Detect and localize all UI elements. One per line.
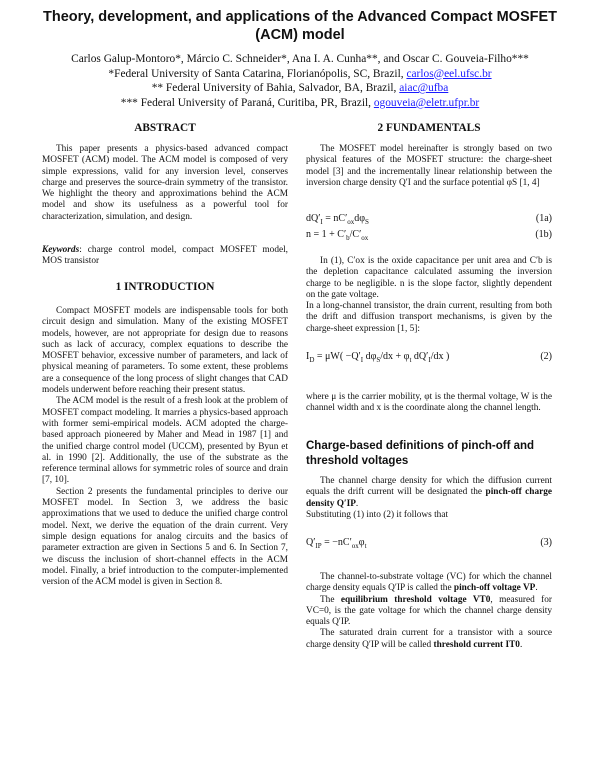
intro-body [42,306,288,588]
pinch-off-voltage-term: pinch-off voltage VP [453,583,536,594]
fundamentals-intro [306,144,552,189]
threshold-voltage-term: equilibrium threshold voltage VT0 [340,594,491,605]
authors-line: Carlos Galup-Montoro*, Márcio C. Schneider*, Ana I. A. Cunha**, and Oscar C. Gouveia-Filho*** [71,53,529,65]
equation-2 [306,350,552,367]
email-link-3[interactable]: ogouveia@eletr.ufpr.br [373,96,480,109]
equation-3 [306,536,552,553]
abstract-text: This paper presents a physics-based advanced compact MOSFET (ACM) model. The ACM model is composed of very simple expressions, valid for any inversion level, conserves charge and preserves the source-drain symmetry of the transistor. We highlight the theory and approximations behind the ACM model and show its usefulness as a powerful tool for characterization, simulation, and design. [42,144,288,222]
abstract-body [42,144,288,223]
affiliation-2 [20,81,580,96]
equation-1b-number: (1b) [535,229,552,240]
equation-1a-number: (1a) [535,213,552,224]
pinch-off-heading: Charge-based definitions of pinch-off and threshold voltages [306,440,535,467]
pinch-off-paragraph-3: The channel-to-substrate voltage (VC) for which the channel charge density equals Q′IP is called the [306,572,552,594]
keywords-text: : charge control model, compact MOSFET model, MOS transistor [42,245,288,267]
fundamentals-paragraph-2: In (1), C′ox is the oxide capacitance per unit area and C′b is the depletion capacitance calculated assuming the inversion charge to be negligible. n is the slope factor, slightly dependent on the gate voltage. [306,256,552,300]
affiliation-3-text: *** Federal University of Paraná, Curitiba, PR, Brazil, [120,96,374,109]
fundamentals-paragraph-1: The MOSFET model hereinafter is strongly based on two physical features of the MOSFET structure: the charge-sheet model [3] and the incrementally linear relationship between the inversion charge density Q′I and the surface potential φS [1, 4] [306,144,552,188]
affiliation-1 [20,67,580,82]
equation-1a [306,212,552,229]
intro-heading: 1 INTRODUCTION [115,281,215,293]
equation-2-body: $I_D = \mu W( -Q'_I$ $d\varphi_S/dx + \varphi_t$ $dQ'_I/dx$ ) [306,351,450,364]
equation-1a-body: $dQ'_I = nC'_{ox}d\varphi_S$ [306,213,369,226]
abstract-heading: ABSTRACT [134,122,196,134]
author-block [20,52,580,110]
threshold-current-term: threshold current IT0 [433,639,520,650]
affiliation-3 [20,96,580,111]
pinch-off-paragraph-4: , measured for VC=0, is the gate voltage for which the channel charge density equals Q′IP. [306,594,552,628]
keywords [42,245,288,268]
equation-2-number: (2) [540,351,552,362]
pinch-off-body-2: The channel-to-substrate voltage (VC) for which the channel charge density equals Q′IP is called the pinch-off voltage VP. The equilibrium threshold voltage VT0, measured for VC=0, is the gate voltage for which the channel charge density equals Q′IP. The saturated drain current for a transistor with a source charge density Q′IP will be called threshold current IT0. [306,572,552,650]
keywords-label: Keywords [42,245,80,255]
equation-3-body: $Q'_{IP} = -nC'_{ox}\varphi_t$ [306,537,367,550]
equation-1b-body: $n = 1 + C'_b/C'_{ox}$ [306,229,369,242]
pinch-off-paragraph-1: The channel charge density for which the diffusion current equals the drift current will be designated the [306,476,552,498]
email-link-1[interactable]: carlos@eel.ufsc.br [406,67,492,80]
pinch-off-paragraph-5: The saturated drain current for a transistor with a source charge density Q′IP will be called [306,628,552,650]
intro-paragraph-2: The ACM model is the result of a fresh look at the problem of MOSFET compact modeling. It marries a physics-based approach with former semi-empirical models. ACM adopted the charge-based approach pioneered by Maher and Mead in 1987 [1] and the unified charge control model (UCCM), presented by Byun et al. in 1990 [2]. Additionally, the use of the substrate as the reference terminal allows for symmetric roles of source and drain [7, 10]. [42,396,288,486]
fundamentals-after-eq2 [306,392,552,415]
pinch-off-charge-term: pinch-off charge density Q′IP [306,487,553,509]
fundamentals-paragraph-4: where μ is the carrier mobility, φt is the thermal voltage, W is the channel width and x is the coordinate along the channel length. [306,392,552,414]
intro-paragraph-3: Section 2 presents the fundamental principles to derive our MOSFET model. In Section 3, we address the basic approximations that we used to deduce the unified charge control model. Next, we derive the equation of the drain current. Very simple design equations for analog circuits and the basics of parameter extraction are given in Sections 5 and 6. In Section 7, we discuss the inclusion of short-channel effects in the ACM model. Finally, a brief introduction to the computer-implemented version of the ACM model is given in Section 8. [42,486,288,588]
page-title: Theory, development, and applications of the Advanced Compact MOSFET (ACM) model [42,9,557,43]
intro-paragraph-1: Compact MOSFET models are indispensable tools for both circuit design and simulation. Many of the existing MOSFET models, however, are not appropriate for design due to reasons such as lack of accuracy, complex equations to describe the MOSFET behavior, excessive number of parameters, and lack of physical meaning of parameters. To some extent, these problems are a consequence of the long process of slight changes that CAD models underwent before reaching their present status. [42,306,288,396]
equation-1b [306,228,552,245]
fundamentals-paragraph-3: In a long-channel transistor, the drain current, resulting from both the drift and diffusion transport mechanisms, is given by the charge-sheet expression [1, 5]: [306,301,552,334]
affiliation-1-text: *Federal University of Santa Catarina, Florianópolis, SC, Brazil, [108,67,407,80]
email-link-2[interactable]: aiac@ufba [399,82,449,95]
equation-3-label: (3) [540,537,552,548]
fundamentals-body [306,256,552,335]
affiliation-2-text: ** Federal University of Bahia, Salvador, BA, Brazil, [151,82,400,95]
fundamentals-heading: 2 FUNDAMENTALS [377,122,481,134]
pinch-off-body-1: The channel charge density for which the diffusion current equals the drift current will be designated the pinch-off charge density Q′IP. Substituting (1) into (2) it follows that [306,476,553,520]
pinch-off-paragraph-2: Substituting (1) into (2) it follows that [306,509,449,520]
